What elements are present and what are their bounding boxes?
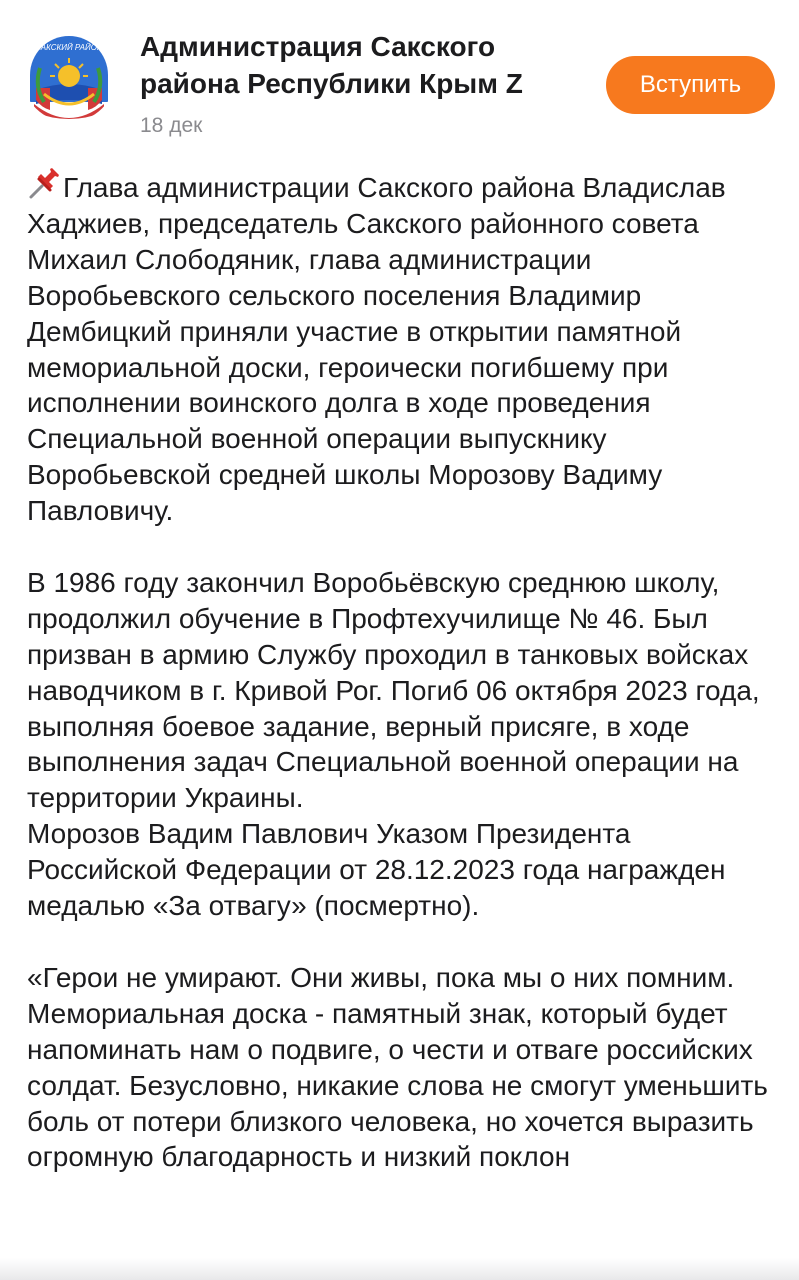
post-paragraph	[27, 166, 787, 529]
emblem-text: САКСКИЙ РАЙОН	[35, 43, 103, 52]
post-date: 18 дек	[140, 114, 203, 137]
pushpin-icon	[27, 166, 63, 200]
post-paragraph	[27, 565, 787, 924]
paragraph-text: Глава администрации Сакского района Владислав Хаджиев, председатель Сакского районного совета Михаил Слободяник, глава администрации Воробьевского сельского поселения Владимир Дембицкий приняли участие в открытии памятной мемориальной доски, героически погибшему при исполнении воинского долга в ходе проведения Специальной военной операции выпускнику Воробьевской средней школы Морозову Вадиму Павловичу.	[27, 172, 726, 527]
district-emblem-icon	[22, 28, 116, 122]
join-button[interactable]: Вступить	[606, 56, 775, 114]
post-body	[27, 166, 787, 1175]
paragraph-text: В 1986 году закончил Воробьёвскую среднюю школу, продолжил обучение в Профтехучилище № 46. Был призван в армию Службу проходил в танковых войсках наводчиком в г. Кривой Рог. Погиб 06 октября 2023 года, выполняя боевое задание, верный присяге, в ходе выполнения задач Специальной военной операции на территории Украины.	[27, 566, 760, 814]
community-name[interactable]: Администрация Сакского района Республики Крым Z	[140, 31, 523, 99]
paragraph-text: Морозов Вадим Павлович Указом Президента Российской Федерации от 28.12.2023 года награжден медалью «За отвагу» (посмертно).	[27, 818, 726, 922]
bottom-fade	[0, 1258, 799, 1280]
community-avatar[interactable]	[22, 28, 116, 122]
post-header	[0, 0, 799, 150]
paragraph-text: «Герои не умирают. Они живы, пока мы о них помним. Мемориальная доска - памятный знак, который будет напоминать нам о подвиге, о чести и отваге российских солдат. Безусловно, никакие слова не смогут уменьшить боль от потери близкого человека, но хочется выразить огромную благодарность и низкий поклон	[27, 961, 768, 1173]
post-paragraph	[27, 960, 787, 1175]
